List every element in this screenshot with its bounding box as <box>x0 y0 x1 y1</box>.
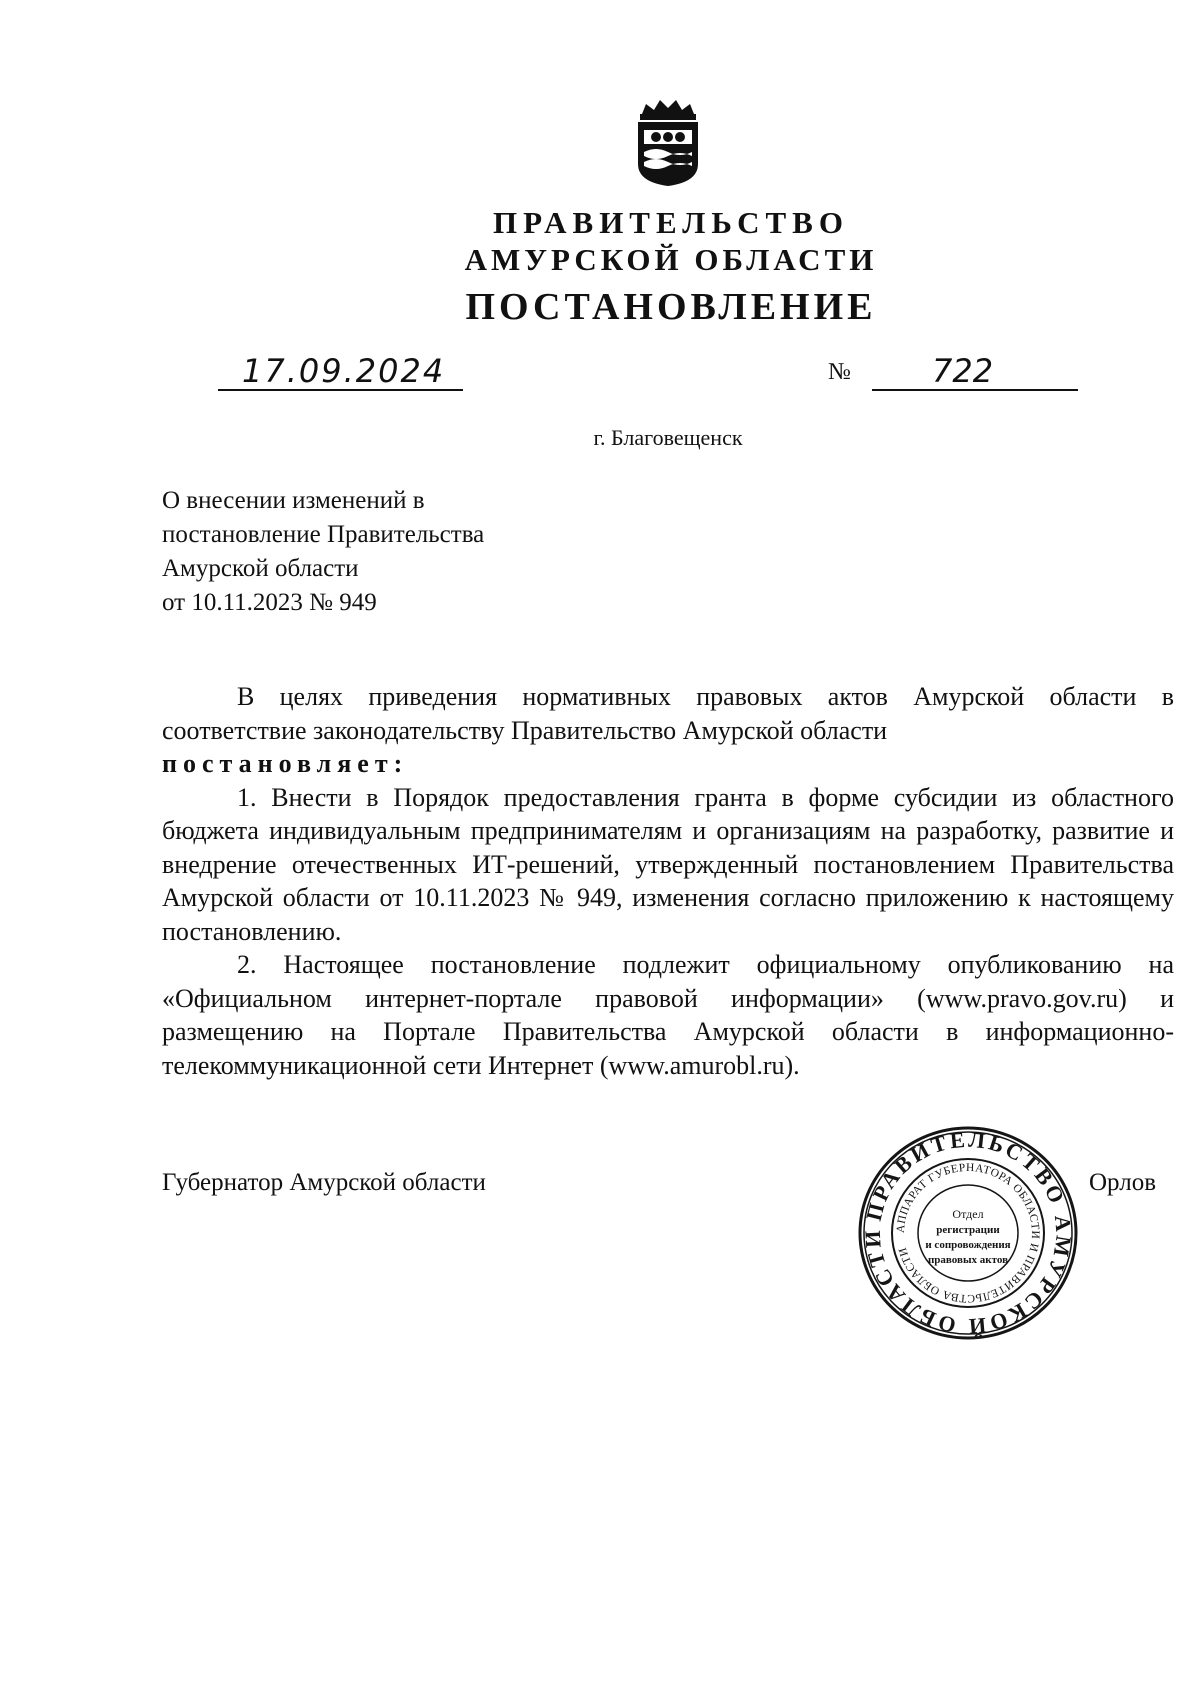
seal-center-line: правовых актов <box>927 1254 1009 1266</box>
intro-paragraph: В целях приведения нормативных правовых актов Амурской области в соответствие законодательству Правительство Амурской области <box>162 682 1174 745</box>
subject-line: О внесении изменений в <box>162 487 425 514</box>
coat-of-arms-icon <box>632 96 704 188</box>
item-2-paragraph: 2. Настоящее постановление подлежит официальному опубликованию на «Официальном интернет-портале правовой информации» (www.pravo.gov.ru) и размещению на Портале Правительства Амурской области в информационно-телекоммуникационной сети Интернет (www.amurobl.ru). <box>162 950 1174 1080</box>
document-subject <box>162 484 484 620</box>
document-body <box>162 680 1174 1082</box>
subject-line: постановление Правительства <box>162 521 485 548</box>
seal-center-line: Отдел <box>952 1207 984 1221</box>
header-government: ПРАВИТЕЛЬСТВО <box>493 205 849 240</box>
seal-outer-text: ПРАВИТЕЛЬСТВО АМУРСКОЙ ОБЛАСТИ <box>859 1126 1077 1340</box>
resolves-word: постановляет: <box>162 749 409 778</box>
number-label: № <box>828 359 851 385</box>
seal-inner-text: АППАРАТ ГУБЕРНАТОРА ОБЛАСТИ И ПРАВИТЕЛЬСТВА ОБЛАСТИ <box>894 1161 1042 1305</box>
signatory-name: Орлов <box>1089 1169 1157 1196</box>
city-name: г. Благовещенск <box>593 425 743 450</box>
document-date: 17.09.2024 <box>242 352 446 390</box>
document-number: 722 <box>932 352 994 390</box>
subject-line: Амурской области <box>162 555 359 582</box>
header-region: АМУРСКОЙ ОБЛАСТИ <box>464 242 878 277</box>
seal-center-line: и сопровождения <box>925 1239 1011 1251</box>
document-type-title: ПОСТАНОВЛЕНИЕ <box>465 286 877 328</box>
seal-center-line: регистрации <box>936 1224 1000 1236</box>
official-seal-icon <box>856 1124 1080 1342</box>
subject-line: от 10.11.2023 № 949 <box>162 589 377 616</box>
signatory-position: Губернатор Амурской области <box>162 1169 486 1196</box>
item-1-paragraph: 1. Внести в Порядок предоставления гранта в форме субсидии из областного бюджета индивидуальным предпринимателям и организациям на разработку, развитие и внедрение отечественных ИТ-решений, утвержденный постановлением Правительства Амурской области от 10.11.2023 № 949, изменения согласно приложению к настоящему постановлению. <box>162 782 1174 946</box>
